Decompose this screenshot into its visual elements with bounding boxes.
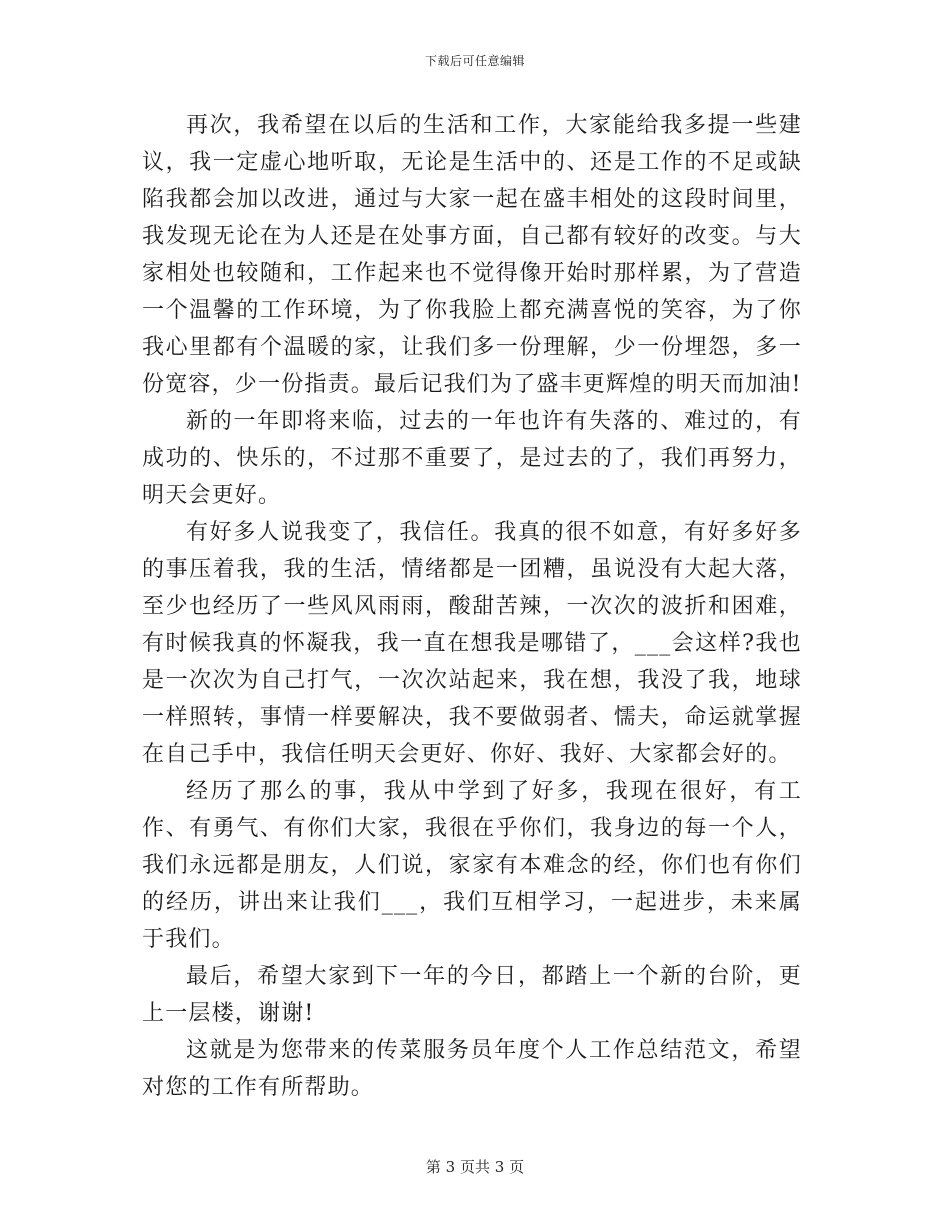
- page-header: 下载后可任意编辑: [424, 54, 525, 68]
- document-body: [142, 107, 802, 1106]
- paragraph-5: 最后，希望大家到下一年的今日，都踏上一个新的台阶，更上一层楼，谢谢!: [142, 964, 802, 1026]
- paragraph-1: 再次，我希望在以后的生活和工作，大家能给我多提一些建议，我一定虚心地听取，无论是生活中的、还是工作的不足或缺陷我都会加以改进，通过与大家一起在盛丰相处的这段时间里，我发现无论在为人还是在处事方面，自己都有较好的改变。与大家相处也较随和，工作起来也不觉得像开始时那样累，为了营造一个温馨的工作环境，为了你我脸上都充满喜悦的笑容，为了你我心里都有个温暖的家，让我们多一份理解，少一份埋怨，多一份宽容，少一份指责。最后记我们为了盛丰更辉煌的明天而加油!: [142, 113, 802, 397]
- page-footer: 第 3 页共 3 页: [425, 1158, 525, 1176]
- paragraph-6: 这就是为您带来的传菜服务员年度个人工作总结范文，希望对您的工作有所帮助。: [142, 1038, 802, 1100]
- paragraph-4: 经历了那么的事，我从中学到了好多，我现在很好，有工作、有勇气、有你们大家，我很在乎你们，我身边的每一个人，我们永远都是朋友，人们说，家家有本难念的经，你们也有你们的经历，讲出来让我们___，我们互相学习，一起进步，未来属于我们。: [142, 779, 802, 952]
- paragraph-3: 有好多人说我变了，我信任。我真的很不如意，有好多好多的事压着我，我的生活，情绪都是一团糟，虽说没有大起大落，至少也经历了一些风风雨雨，酸甜苦辣，一次次的波折和困难，有时候我真的怀凝我，我一直在想我是哪错了，___会这样?我也是一次次为自己打气，一次次站起来，我在想，我没了我，地球一样照转，事情一样要解决，我不要做弱者、懦夫，命运就掌握在自己手中，我信任明天会更好、你好、我好、大家都会好的。: [142, 520, 802, 767]
- paragraph-2: 新的一年即将来临，过去的一年也许有失落的、难过的，有成功的、快乐的，不过那不重要了，是过去的了，我们再努力，明天会更好。: [142, 409, 802, 508]
